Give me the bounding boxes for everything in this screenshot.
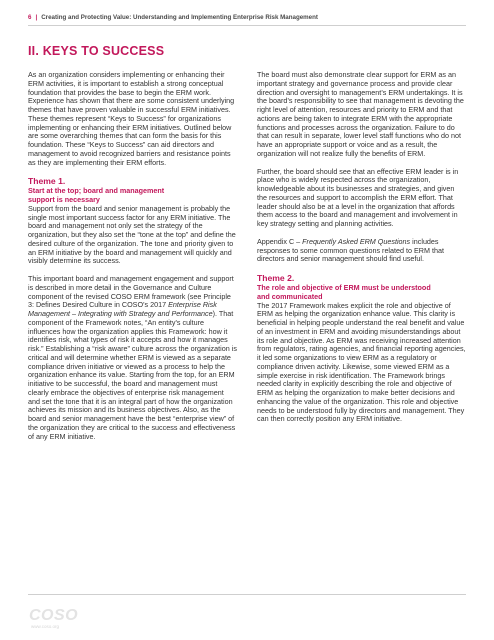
coso-logo-text: COSO (29, 607, 79, 624)
right-column (257, 71, 466, 433)
page-number: 6 (28, 14, 32, 21)
header-separator: | (35, 14, 38, 21)
erm-leader-paragraph: Further, the board should see that an effective ERM leader is in place who is widely respected across the organization, knowledgeable about its businesses and strategies, and given the resources and support to accomplish the ERM effort. That leader should also be at a level in the organization that affords them access to the board and management and involvement in key strategy setting and planning activities. (257, 166, 459, 228)
appendix-paragraph (257, 238, 466, 264)
header-rule (28, 25, 466, 26)
section-title: II. KEYS TO SUCCESS (28, 44, 165, 58)
theme1-heading: Theme 1. (28, 176, 66, 187)
theme1-subheading (28, 187, 237, 205)
theme2-subheading-line1: The role and objective of ERM must be understood (257, 283, 431, 292)
header-title: Creating and Protecting Value: Understanding and Implementing Enterprise Risk Management (41, 14, 318, 21)
appendix-part2: includes responses to some common questions related to ERM that directors and senior management should find useful. (257, 236, 444, 264)
theme2-paragraph: The 2017 Framework makes explicit the role and objective of ERM as helping the organization enhance value. This clarity is beneficial in helping people understand the real benefit and value of an investment in ERM and avoiding misunderstandings about its role and objective. As ERM was receiving increased attention from regulators, rating agencies, and financial reporting agencies, it led some organizations to view ERM as a regulatory or compliance driven activity. Likewise, some viewed ERM as a simple exercise in risk identification. The Framework brings needed clarity in explicitly describing the role and objective of ERM as helping the organization to make better decisions and enhancing the value of the organization. This role and objective needs to be understood fully by directors and management. They can then correctly position any ERM initiative. (257, 300, 466, 424)
theme1-subheading-line1: Start at the top; board and management (28, 186, 165, 196)
board-support-paragraph: The board must also demonstrate clear support for ERM as an important strategy and governance process and provide clear direction and oversight to management’s ERM undertakings. It is the board’s responsibility to see that management is devoting the right level of attention, resources and priority to ERM and that actions are being taken to integrate ERM with the appropriate functions and processes across the organization. Failure to do that can result in separate, lower level staff functions who do not have an appropriate support or voice and as a result, the organization will not realize fully the benefits of ERM. (257, 70, 464, 158)
intro-paragraph: As an organization considers implementing or enhancing their ERM activities, it is important to establish a strong conceptual foundation that provides the base to begin the ERM work. Experience has shown that there are some consistent underlying themes that have proven valuable in successful ERM initiatives. These themes represent “Keys to Success” for organizations implementing or enhancing their ERM initiatives. Outlined below are some overarching themes that can form the basis for this foundation. These “Keys to Success” can aid directors and management to avoid recognized barriers and resistance points as they are implementing their ERM efforts. (28, 70, 235, 167)
theme1-paragraph-2-part2: ). That component of the Framework notes, “An entity’s culture influences how the organization applies this Framework: how it identifies risk, what types of risk it accepts and how it manages risk.” Establishing a “risk aware” culture across the organization is critical and will determine whether ERM is viewed as a separate compliance driven initiative or viewed as a process to help the organization enhance its value. Starting from the top, for an ERM initiative to be successful, the board and management must clearly embrace the objectives of enterprise risk management and set the tone that it is an integral part of how the organization achieves its mission and its business objectives. Also, as the board and senior management have the best “enterprise view” of the organization they are critical to the success and effectiveness of any ERM initiative. (28, 309, 237, 441)
coso-url: www.coso.org (31, 624, 60, 629)
appendix-part1: Appendix C – (257, 236, 303, 246)
theme1-paragraph-1: Support from the board and senior management is probably the single most important success factor for any ERM initiative. The board and management not only set the strategy of the organization, but they also set the “tone at the top” and define the desired culture of the organization. The tone and priority given to an ERM initiative by the board and management will quickly and visibly determine its success. (28, 203, 236, 266)
theme2-subheading (257, 284, 466, 302)
left-column (28, 71, 237, 450)
theme2-subheading-line2: and communicated (257, 291, 323, 301)
running-header (28, 14, 468, 21)
coso-logo (28, 602, 82, 626)
theme2-heading: Theme 2. (257, 273, 295, 283)
theme1-paragraph-2 (28, 275, 237, 441)
framework-title: Enterprise Risk Management – Integrating with Strategy and Performance (28, 300, 217, 318)
footer-rule (28, 594, 466, 595)
theme1-subheading-line2: support is necessary (28, 195, 100, 204)
appendix-title: Frequently Asked ERM Questions (302, 236, 411, 246)
theme1-paragraph-2-part1: This important board and management engagement and support is described in more detail in the Governance and Culture component of the revised COSO ERM framework (see Principle 3: Defines Desired Culture in COSO’s 2017 (28, 274, 234, 310)
